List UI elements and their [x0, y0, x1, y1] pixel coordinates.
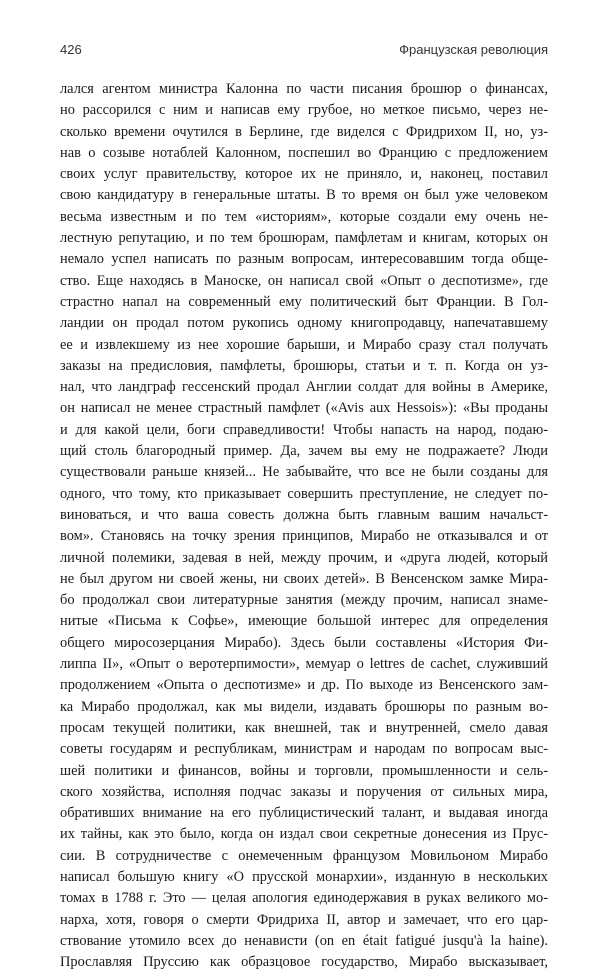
text-line: заказы на предисловия, памфлеты, брошюры, статьи и т. п. Когда он уз- — [60, 357, 548, 374]
text-line: личной полемики, задевая в ней, между прочим, и «друга людей, который — [60, 549, 548, 566]
text-line: ство. Еще находясь в Маноске, он написал свой «Опыт о деспотизме», где — [60, 272, 548, 289]
text-line: лестную репутацию, и по тем брошюрам, памфлетам и книгам, которых он — [60, 230, 548, 247]
text-line: немало успел написать по разным вопросам, интересовавшим тогда обще- — [60, 251, 548, 268]
text-line: их тайны, как это было, когда он издал свои секретные донесения из Прус- — [60, 826, 548, 843]
text-line: советы государям и республикам, министрам и народам по вопросам выс- — [60, 741, 548, 758]
text-line: и для какой цели, боги справедливости! Чтобы напасть на народ, подаю- — [60, 421, 548, 438]
text-line: общего миросозерцания Мирабо). Здесь были составлены «История Фи- — [60, 634, 548, 651]
text-line: свою кандидатуру в генеральные штаты. В то время он был уже человеком — [60, 187, 548, 204]
text-line: он написал не менее страстный памфлет («Avis aux Hessois»): «Вы проданы — [60, 400, 548, 417]
text-line: лался агентом министра Калонна по части писания брошюр о финансах, — [60, 81, 548, 97]
text-line: продолжением «Опыта о деспотизме» и др. По выходе из Венсенского зам- — [60, 677, 548, 694]
text-line: сии. В сотрудничестве с онемеченным французом Мовильоном Мирабо — [60, 847, 548, 864]
text-line: нав о созыве нотаблей Калонном, поспешил во Францию с предложением — [60, 144, 548, 161]
text-line: нитые «Письма к Софье», имеющие большой интерес для определения — [60, 613, 548, 630]
text-line: нал, что ландграф гессенский продал Англии солдат для войны в Америке, — [60, 379, 548, 396]
text-line: ского хозяйства, исполняя подчас заказы и поручения от сильных мира, — [60, 783, 548, 800]
page-header — [60, 42, 548, 62]
text-line: но рассорился с ним и написав ему грубое, но меткое письмо, через не- — [60, 102, 548, 119]
text-line: просам текущей политики, как внешней, так и внутренней, смело давая — [60, 719, 548, 736]
text-line: бо продолжал свои литературные занятия (между прочим, написал знаме- — [60, 592, 548, 609]
page-number: 426 — [60, 42, 82, 57]
text-line: ствование утомило всех до ненависти (on en était fatigué jusqu'à la haine). — [60, 932, 548, 949]
text-line: существовали раньше князей... Не забывайте, что все не были созданы для — [60, 464, 548, 481]
body-text — [60, 79, 548, 973]
text-line: одного, что тому, кто приказывает совершить преступление, не следует по- — [60, 485, 548, 502]
text-line: ее и извлекшему из нее хорошие барыши, и Мирабо сразу стал получать — [60, 336, 548, 353]
text-line: своих услуг правительству, которое их не приняло, и, наконец, поставил — [60, 166, 548, 183]
text-line: Прославляя Пруссию как образцовое государство, Мирабо высказывает, — [60, 954, 548, 971]
text-line: весьма известным и по тем «историям», которые создали ему очень не- — [60, 208, 548, 225]
text-line: липпа II», «Опыт о веротерпимости», мемуар о lettres de cachet, служивший — [60, 656, 548, 673]
text-line: написал большую книгу «О прусской монархии», изданную в нескольких — [60, 868, 548, 885]
text-line: обративших внимание на его публицистический талант, и выдавая иногда — [60, 805, 548, 822]
text-line: томах в 1788 г. Это — целая апология единодержавия в руках великого мо- — [60, 890, 548, 907]
text-line: ка Мирабо продолжал, как мы видели, издавать брошюры по разным во- — [60, 698, 548, 715]
text-line: не был другом ни своей жены, ни своих детей». В Венсенском замке Мира- — [60, 570, 548, 587]
text-line: шей политики и финансов, войны и торговли, промышленности и сель- — [60, 762, 548, 779]
text-line: ландии он продал потом рукопись одному книгопродавцу, напечатавшему — [60, 315, 548, 332]
text-line: щий столь благородный пример. Да, зачем вы ему не подражаете? Люди — [60, 443, 548, 460]
text-line: виноваться, и что ваша совесть должна быть главным вашим начальст- — [60, 506, 548, 523]
text-line: сколько времени очутился в Берлине, где виделся с Фридрихом II, но, уз- — [60, 123, 548, 140]
text-line: нарха, хотя, говоря о смерти Фридриха II, автор и замечает, что его цар- — [60, 911, 548, 928]
text-line: страстно напал на современный ему политический быт Франции. В Гол- — [60, 293, 548, 310]
running-title: Французская революция — [399, 42, 548, 57]
text-line: вом». Становясь на точку зрения принципов, Мирабо не отказывался и от — [60, 528, 548, 545]
